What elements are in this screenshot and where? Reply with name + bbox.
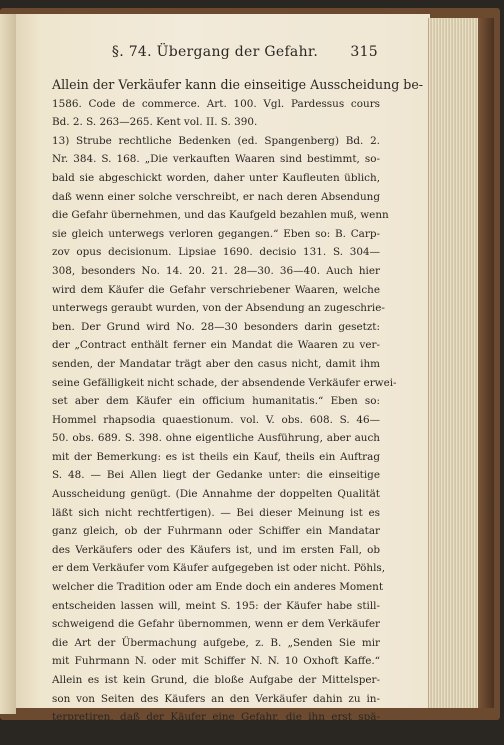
footnote-line: wird dem Käufer die Gefahr verschriebener Waaren, welche xyxy=(52,283,380,296)
footnote-line: sie gleich unterwegs verloren gegangen.“ Eben so: B. Carp- xyxy=(52,227,380,240)
footnote-line: 50. obs. 689. S. 398. ohne eigentliche Ausführung, aber auch xyxy=(52,432,380,445)
footnote-line: er dem Verkäufer vom Käufer aufgegeben ist oder nicht. Pöhls, xyxy=(52,562,386,575)
footnote-line: entscheiden lassen will, meint S. 195: der Käufer habe still- xyxy=(52,599,380,612)
footnote-line: terpretiren, daß der Käufer eine Gefahr, die ihn erst spä- xyxy=(52,711,380,724)
footnote-line: ganz gleich, ob der Fuhrmann oder Schiffer ein Mandatar xyxy=(52,525,380,538)
footnote-line: 13) Strube rechtliche Bedenken (ed. Spangenberg) Bd. 2. xyxy=(52,134,380,147)
footnote-line: S. 48. — Bei Allen liegt der Gedanke unter: die einseitige xyxy=(52,469,380,482)
section-title: §. 74. Übergang der Gefahr. xyxy=(111,44,319,60)
footnote-line: des Verkäufers oder des Käufers ist, und im ersten Fall, ob xyxy=(52,543,380,556)
footnote-line: set aber dem Käufer ein officium humanitatis.“ Eben so: xyxy=(52,395,380,408)
running-header xyxy=(52,44,378,66)
footnote-line: son von Seiten des Käufers an den Verkäufer dahin zu in- xyxy=(52,692,380,705)
footnote-line: seine Gefälligkeit nicht schade, der absendende Verkäufer erwei- xyxy=(52,376,397,389)
text-line: 1586. Code de commerce. Art. 100. Vgl. Pardessus cours xyxy=(52,97,380,110)
footnote-line: 308, besonders No. 14. 20. 21. 28—30. 36—40. Auch hier xyxy=(52,264,380,277)
footnote-line: zov opus decisionum. Lipsiae 1690. decisio 131. S. 304— xyxy=(52,246,380,259)
footnote-line: daß wenn einer solche verschreibt, er nach deren Absendung xyxy=(52,190,380,203)
footnote-line: Nr. 384. S. 168. „Die verkauften Waaren sind bestimmt, so- xyxy=(52,153,380,166)
footnote-line: Hommel rhapsodia quaestionum. vol. V. obs. 608. S. 46— xyxy=(52,413,380,426)
footnote-line: ben. Der Grund wird No. 28—30 besonders darin gesetzt: xyxy=(52,320,380,333)
footnote-line: ter trifft (nach der Meinung von Pöhls), schon von nun an xyxy=(52,729,380,742)
text-line: Allein der Verkäufer kann die einseitige Ausscheidung be- xyxy=(52,77,424,92)
footnote-line: Allein es ist kein Grund, die bloße Aufgabe der Mittelsper- xyxy=(52,674,380,686)
page-text xyxy=(52,76,424,745)
footnote-line: schweigend die Gefahr übernommen, wenn er dem Verkäufer xyxy=(52,618,380,631)
page-number: 315 xyxy=(350,44,378,60)
facing-page-edge xyxy=(0,14,16,714)
footnote-line: mit der Bemerkung: es ist theils ein Kauf, theils ein Auftrag xyxy=(52,450,380,463)
footnote-line: senden, der Mandatar trägt aber den casus nicht, damit ihm xyxy=(52,357,380,370)
footnote-line: mit Fuhrmann N. oder mit Schiffer N. N. 10 Oxhoft Kaffe.“ xyxy=(52,655,380,668)
footnote-line: welcher die Tradition oder am Ende doch ein anderes Moment xyxy=(52,581,383,594)
page-edges xyxy=(428,18,479,708)
footnote-line: die Art der Übermachung aufgebe, z. B. „Senden Sie mir xyxy=(52,636,380,649)
footnote-line: läßt sich nicht rechtfertigen). — Bei dieser Meinung ist es xyxy=(52,506,380,519)
footnote-line: der „Contract enthält ferner ein Mandat die Waaren zu ver- xyxy=(52,339,380,352)
footnote-line: unterwegs geraubt wurden, von der Absendung an zugeschrie- xyxy=(52,302,385,315)
footnote-line: bald sie abgeschickt worden, daher unter Kaufleuten üblich, xyxy=(52,171,380,184)
cover-spine xyxy=(478,18,494,708)
text-line: Bd. 2. S. 263—265. Kent vol. II. S. 390. xyxy=(52,116,258,129)
footnote-line: die Gefahr übernehmen, und das Kaufgeld bezahlen muß, wenn xyxy=(52,209,389,222)
footnote-line: Ausscheidung genügt. (Die Annahme der doppelten Qualität xyxy=(52,488,380,501)
